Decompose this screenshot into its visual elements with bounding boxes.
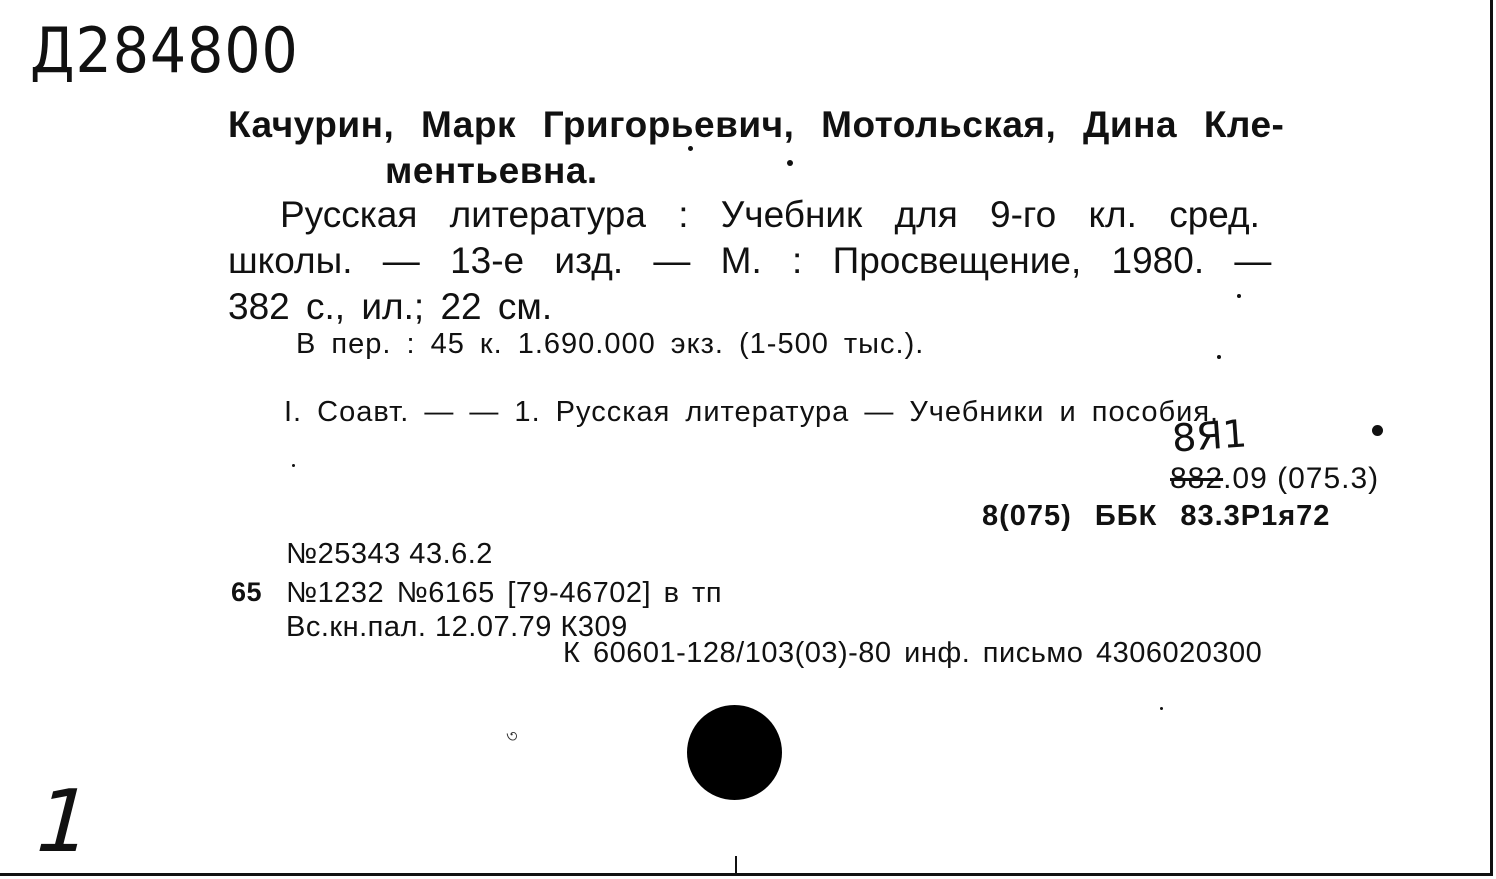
card-number-line-2: №1232 №6165 [79-46702] в тп — [286, 577, 723, 609]
handwritten-number: 1 — [23, 772, 104, 872]
udk-rest: .09 (075.3) — [1223, 462, 1380, 495]
card-number-line-4: К 60601-128/103(03)-80 инф. письмо 4306020300 — [563, 637, 1263, 669]
punch-hole — [687, 705, 782, 800]
speck-dot — [688, 146, 693, 151]
subject-tracings-line: I. Соавт. — — 1. Русская литература — Учебники и пособия. — [284, 396, 1220, 428]
small-mark-icon: ৩ — [506, 726, 518, 746]
shelfmark: Д284800 — [30, 14, 299, 87]
title-line-2: школы. — 13-е изд. — М. : Просвещение, 1980. — — [228, 240, 1272, 281]
udk-classification — [1170, 462, 1379, 496]
speck-dot — [1160, 707, 1163, 710]
speck-dot — [787, 160, 793, 166]
bbk-classification: 8(075) ББК 83.3Р1я72 — [982, 500, 1331, 532]
card-number-line-3: Вс.кн.пал. 12.07.79 К309 — [286, 611, 628, 643]
title-line-1: Русская литература : Учебник для 9-го кл. сред. — [280, 194, 1260, 235]
handwritten-note: 8Я1 — [1170, 411, 1249, 461]
authors-line-2: ментьевна. — [385, 150, 598, 191]
speck-dot — [1237, 294, 1241, 298]
speck-dot — [1372, 425, 1383, 436]
authors-line-1: Качурин, Марк Григорьевич, Мотольская, Дина Кле- — [228, 104, 1285, 145]
card-number-line-1: №25343 43.6.2 — [286, 538, 493, 570]
speck-dot — [1217, 355, 1221, 359]
bottom-tick — [735, 856, 737, 874]
speck-dot — [292, 464, 295, 467]
title-line-3: 382 с., ил.; 22 см. — [228, 286, 553, 327]
card-number-prefix: 65 — [231, 577, 263, 607]
udk-struck-number: 882 — [1170, 462, 1224, 495]
price-circulation-line: В пер. : 45 к. 1.690.000 экз. (1-500 тыс.). — [296, 328, 925, 360]
